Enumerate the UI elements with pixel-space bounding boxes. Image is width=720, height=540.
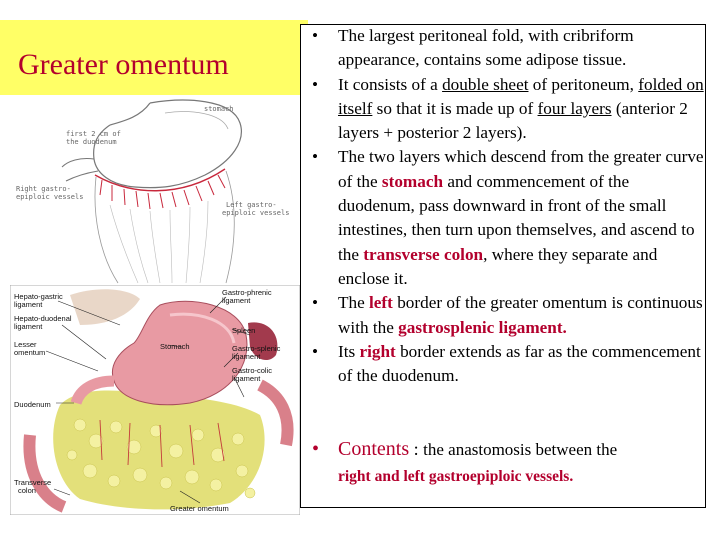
- stomach-sketch-figure: [0, 95, 300, 287]
- label-right-gastroepiploic-2: epiploic vessels: [16, 193, 84, 201]
- label-duodenum: Duodenum: [14, 400, 51, 409]
- label-hepato-gastric-2: ligament: [14, 300, 43, 309]
- contents-text: the anastomosis between the: [423, 440, 618, 459]
- label-lesser-omentum-2: omentum: [14, 348, 46, 357]
- label-greater-omentum: Greater omentum: [170, 504, 229, 513]
- omentum-illustration-figure: [10, 285, 300, 515]
- bullet-5: • Its right border extends as far as the commencement of the duodenum.: [302, 340, 704, 389]
- label-left-gastroepiploic: Left gastro-: [226, 201, 277, 209]
- bullet-list: [302, 24, 704, 388]
- slide-title: Greater omentum: [18, 48, 229, 81]
- label-gastro-splenic: Gastro-splenic: [232, 344, 281, 353]
- bullet-1: • The largest peritoneal fold, with cribriform appearance, contains some adipose tissue.: [302, 24, 704, 73]
- label-hepato-duodenal-2: ligament: [14, 322, 43, 331]
- label-right-gastroepiploic: Right gastro-: [16, 185, 71, 193]
- label-transverse-colon: Transverse: [14, 478, 52, 487]
- label-lesser-omentum: Lesser: [14, 340, 37, 349]
- bullet-4: • The left border of the greater omentum is continuous with the gastrosplenic ligament.: [302, 291, 704, 340]
- label-gastro-colic: Gastro-colic: [232, 366, 273, 375]
- label-hepato-duodenal: Hepato-duodenal: [14, 314, 72, 323]
- contents-continuation: right and left gastroepiploic vessels.: [338, 468, 574, 485]
- label-hepato-gastric: Hepato-gastric: [14, 292, 63, 301]
- label-gastro-colic-2: ligament: [232, 374, 261, 383]
- contents-bullet: • Contents : the anastomosis between the right and left gastroepiploic vessels.: [302, 436, 704, 490]
- bullet-3: • The two layers which descend from the greater curve of the stomach and commencement of the duodenum, pass downward in front of the small intestines, then turn upon themselves, and ascend to the transverse colon, where they separate and enclose it.: [302, 145, 704, 291]
- label-first-part-duodenum-2: the duodenum: [66, 138, 117, 146]
- contents-label: Contents: [338, 438, 410, 460]
- label-spleen: Spleen: [232, 326, 256, 335]
- label-transverse-colon-2: colon: [18, 486, 36, 495]
- label-gastro-splenic-2: ligament: [232, 352, 261, 361]
- label-first-part-duodenum: first 2 cm of: [66, 130, 121, 138]
- label-stomach: Stomach: [160, 342, 190, 351]
- bullet-2: • It consists of a double sheet of peritoneum, folded on itself so that it is made up of four layers (anterior 2 layers + posterior 2 layers).: [302, 73, 704, 146]
- label-stomach-sketch: stomach: [204, 105, 234, 113]
- label-gastro-phrenic-2: ligament: [222, 296, 251, 305]
- label-left-gastroepiploic-2: epiploic vessels: [222, 209, 290, 217]
- label-gastro-phrenic: Gastro-phrenic: [222, 288, 272, 297]
